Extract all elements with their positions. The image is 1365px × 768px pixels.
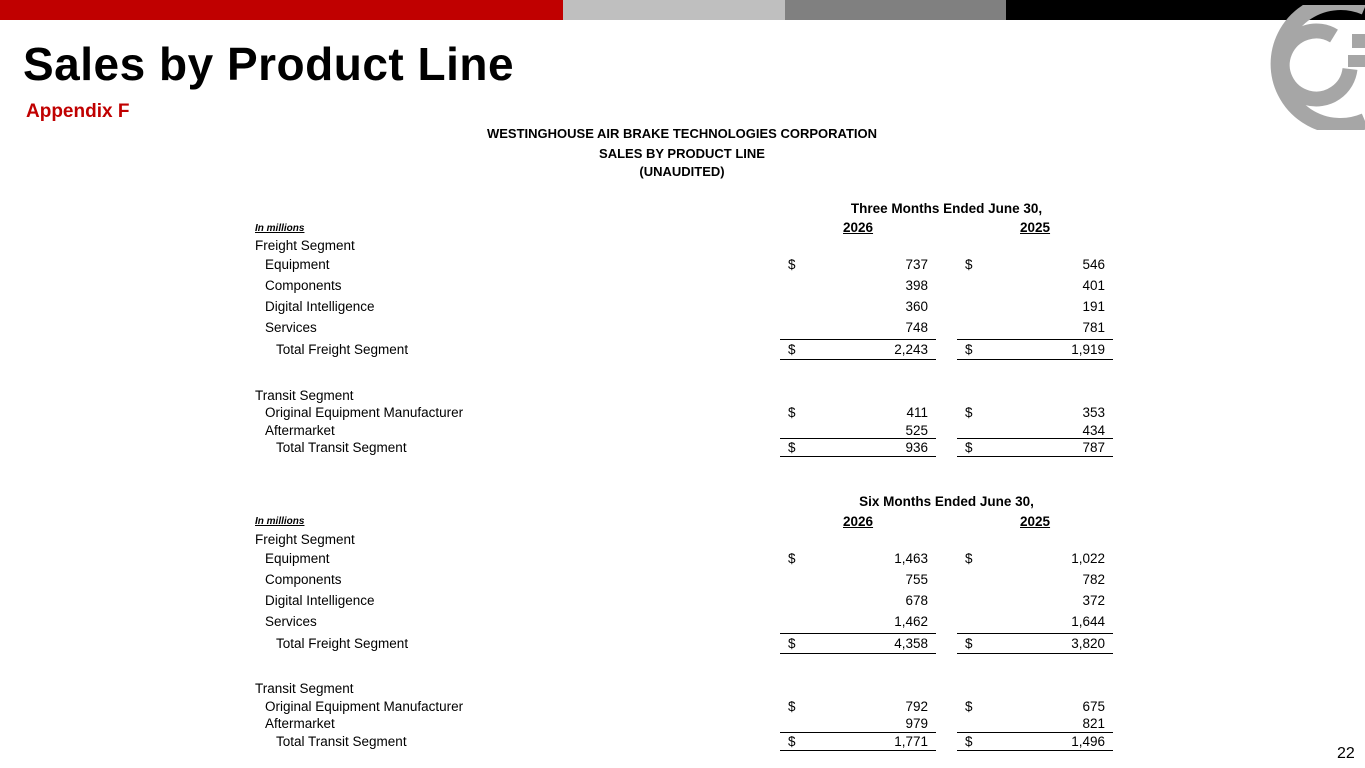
segment-heading-freight: Freight Segment bbox=[255, 238, 355, 253]
currency-symbol: $ bbox=[965, 440, 973, 455]
total-rule bbox=[957, 653, 1113, 654]
total-rule bbox=[780, 359, 936, 360]
top-bar-light-gray-segment bbox=[563, 0, 785, 20]
value-2025: 546 bbox=[1082, 257, 1105, 272]
report-status-heading: (UNAUDITED) bbox=[639, 164, 725, 179]
value-2026: 525 bbox=[905, 423, 928, 438]
total-2025: 1,496 bbox=[1071, 734, 1105, 749]
year-column-header: 2026 bbox=[843, 220, 874, 235]
value-2025: 353 bbox=[1082, 405, 1105, 420]
segment-heading-freight: Freight Segment bbox=[255, 532, 355, 547]
row-label: Equipment bbox=[265, 257, 330, 272]
year-column-header: 2026 bbox=[843, 514, 874, 529]
value-2026: 737 bbox=[905, 257, 928, 272]
total-2026: 1,771 bbox=[894, 734, 928, 749]
value-2025: 781 bbox=[1082, 320, 1105, 335]
value-2026: 1,462 bbox=[894, 614, 928, 629]
top-bar-mid-gray-segment bbox=[785, 0, 1006, 20]
subtotal-rule bbox=[780, 633, 936, 634]
total-2025: 3,820 bbox=[1071, 636, 1105, 651]
row-label: Original Equipment Manufacturer bbox=[265, 405, 464, 420]
currency-symbol: $ bbox=[788, 551, 796, 566]
value-2025: 191 bbox=[1082, 299, 1105, 314]
value-2026: 360 bbox=[905, 299, 928, 314]
year-column-header: 2025 bbox=[1020, 220, 1051, 235]
total-rule bbox=[957, 456, 1113, 457]
value-2026: 1,463 bbox=[894, 551, 928, 566]
value-2025: 401 bbox=[1082, 278, 1105, 293]
row-label: Equipment bbox=[265, 551, 330, 566]
row-label: Original Equipment Manufacturer bbox=[265, 699, 464, 714]
value-2025: 675 bbox=[1082, 699, 1105, 714]
total-rule bbox=[780, 456, 936, 457]
row-label: Components bbox=[265, 278, 342, 293]
total-label: Total Transit Segment bbox=[276, 440, 407, 455]
currency-symbol: $ bbox=[788, 257, 796, 272]
total-2025: 787 bbox=[1082, 440, 1105, 455]
subtotal-rule bbox=[957, 732, 1113, 733]
value-2026: 979 bbox=[905, 716, 928, 731]
subtotal-rule bbox=[780, 438, 936, 439]
row-label: Aftermarket bbox=[265, 716, 335, 731]
currency-symbol: $ bbox=[788, 636, 796, 651]
total-2026: 936 bbox=[905, 440, 928, 455]
total-label: Total Freight Segment bbox=[276, 342, 409, 357]
page-title: Sales by Product Line bbox=[23, 38, 515, 90]
currency-symbol: $ bbox=[788, 699, 796, 714]
subtotal-rule bbox=[957, 438, 1113, 439]
total-label: Total Transit Segment bbox=[276, 734, 407, 749]
currency-symbol: $ bbox=[965, 636, 973, 651]
row-label: Services bbox=[265, 320, 317, 335]
total-label: Total Freight Segment bbox=[276, 636, 409, 651]
subtotal-rule bbox=[957, 339, 1113, 340]
page-number: 22 bbox=[1337, 745, 1355, 762]
total-2025: 1,919 bbox=[1071, 342, 1105, 357]
total-rule bbox=[957, 359, 1113, 360]
value-2026: 748 bbox=[905, 320, 928, 335]
unit-label: In millions bbox=[255, 223, 305, 234]
currency-symbol: $ bbox=[965, 405, 973, 420]
report-name-heading: SALES BY PRODUCT LINE bbox=[599, 146, 765, 161]
period-header: Six Months Ended June 30, bbox=[859, 494, 1034, 509]
value-2026: 755 bbox=[905, 572, 928, 587]
total-2026: 2,243 bbox=[894, 342, 928, 357]
currency-symbol: $ bbox=[965, 734, 973, 749]
wabtec-logo-icon bbox=[1230, 5, 1365, 130]
value-2026: 792 bbox=[905, 699, 928, 714]
segment-heading-transit: Transit Segment bbox=[255, 681, 354, 696]
page-subtitle: Appendix F bbox=[26, 101, 130, 122]
value-2026: 678 bbox=[905, 593, 928, 608]
currency-symbol: $ bbox=[965, 551, 973, 566]
value-2025: 372 bbox=[1082, 593, 1105, 608]
value-2025: 821 bbox=[1082, 716, 1105, 731]
currency-symbol: $ bbox=[788, 405, 796, 420]
value-2026: 398 bbox=[905, 278, 928, 293]
row-label: Components bbox=[265, 572, 342, 587]
unit-label: In millions bbox=[255, 516, 305, 527]
row-label: Digital Intelligence bbox=[265, 299, 375, 314]
total-2026: 4,358 bbox=[894, 636, 928, 651]
row-label: Digital Intelligence bbox=[265, 593, 375, 608]
segment-heading-transit: Transit Segment bbox=[255, 388, 354, 403]
total-rule bbox=[780, 653, 936, 654]
value-2025: 434 bbox=[1082, 423, 1105, 438]
total-rule bbox=[957, 750, 1113, 751]
subtotal-rule bbox=[780, 339, 936, 340]
currency-symbol: $ bbox=[788, 734, 796, 749]
total-rule bbox=[780, 750, 936, 751]
top-color-bar bbox=[0, 0, 1365, 20]
top-bar-red-segment bbox=[0, 0, 563, 20]
period-header: Three Months Ended June 30, bbox=[850, 201, 1043, 216]
value-2025: 782 bbox=[1082, 572, 1105, 587]
value-2025: 1,022 bbox=[1071, 551, 1105, 566]
subtotal-rule bbox=[957, 633, 1113, 634]
currency-symbol: $ bbox=[788, 342, 796, 357]
currency-symbol: $ bbox=[965, 342, 973, 357]
currency-symbol: $ bbox=[965, 257, 973, 272]
row-label: Aftermarket bbox=[265, 423, 335, 438]
report-company-heading: WESTINGHOUSE AIR BRAKE TECHNOLOGIES CORPORATION bbox=[486, 126, 877, 141]
currency-symbol: $ bbox=[965, 699, 973, 714]
value-2025: 1,644 bbox=[1071, 614, 1105, 629]
currency-symbol: $ bbox=[788, 440, 796, 455]
value-2026: 411 bbox=[906, 405, 928, 420]
row-label: Services bbox=[265, 614, 317, 629]
subtotal-rule bbox=[780, 732, 936, 733]
year-column-header: 2025 bbox=[1020, 514, 1051, 529]
